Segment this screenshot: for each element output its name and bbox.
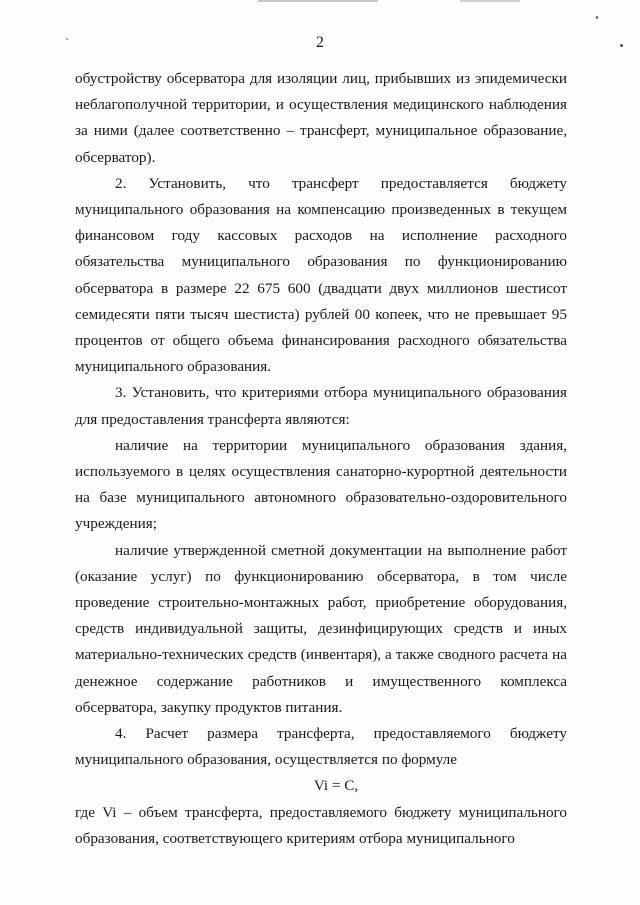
paragraph-continuation: обустройству обсерватора для изоляции лиц, прибывших из эпидемически неблагополучной территории, и осуществления медицинского наблюдения за ними (далее соответственно – трансферт, муниципальное образование, обсерватор). — [75, 70, 567, 166]
document-body — [75, 66, 567, 852]
paragraph-item-3: 3. Установить, что критериями отбора муниципального образования для предоставления трансферта являются: — [75, 384, 567, 428]
formula: Vi = C, — [313, 777, 359, 795]
scan-speck — [596, 16, 598, 19]
paragraph-criterion-2: наличие утвержденной сметной документации на выполнение работ (оказание услуг) по функционированию обсерватора, в том числе проведение строительно-монтажных работ, приобретение оборудования, средств индивидуальной защиты, дезинфицирующих средств и иных материально-технических средств (инвентаря), а также сводного расчета на денежное содержание работников и имущественного комплекса обсерватора, закупку продуктов питания. — [75, 541, 567, 716]
paragraph-criterion-1: наличие на территории муниципального образования здания, используемого в целях осуществления санаторно-курортной деятельности на базе муниципального автономного образовательно-оздоровительного учреждения; — [75, 436, 567, 533]
paragraph-item-4: 4. Расчет размера трансферта, предоставляемого бюджету муниципального образования, осуществляется по формуле — [75, 725, 567, 769]
paragraph-formula-explanation: где Vi – объем трансферта, предоставляемого бюджету муниципального образования, соответствующего критериям отбора муниципального — [75, 803, 567, 847]
scan-edge-mark — [460, 0, 520, 2]
scan-edge-mark — [258, 0, 378, 2]
paragraph-item-2: 2. Установить, что трансферт предоставляется бюджету муниципального образования на компенсацию произведенных в текущем финансовом году кассовых расходов на исполнение расходного обязательства муниципального образования по функционированию обсерватора в размере 22 675 600 (двадцати двух миллионов шестисот семидесяти пяти тысяч шестиста) рублей 00 копеек, что не превышает 95 процентов от общего объема финансирования расходного обязательства муниципального образования. — [75, 174, 567, 376]
page-number: 2 — [316, 34, 324, 51]
